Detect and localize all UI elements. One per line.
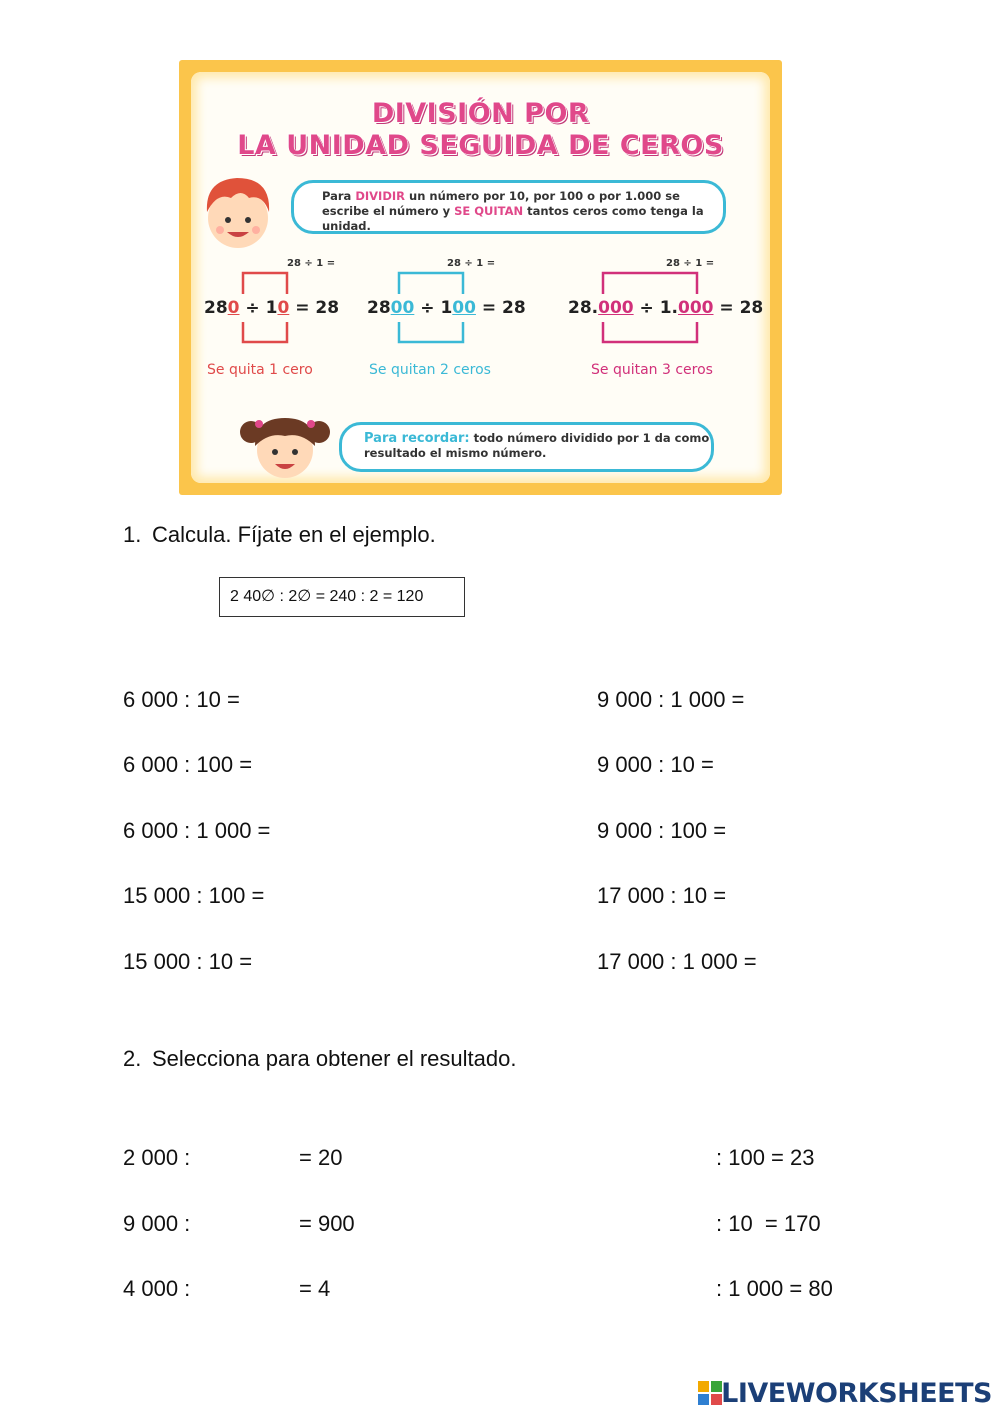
ex2-result: = 20 xyxy=(299,1145,343,1170)
bubble1-text-a: Para xyxy=(322,189,356,203)
poster-panel xyxy=(191,72,770,483)
ex1-right-item: 9 000 : 1 000 = xyxy=(597,687,745,712)
ex2-dividend: 4 000 : xyxy=(123,1276,191,1301)
exercise2-instruction: Selecciona para obtener el resultado. xyxy=(152,1046,517,1071)
example3-caption: Se quitan 3 ceros xyxy=(591,362,713,378)
ex2-right-item: : 1 000 = 80 xyxy=(716,1276,833,1301)
exercise1-instruction: Calcula. Fíjate en el ejemplo. xyxy=(152,522,436,547)
liveworksheets-logo[interactable]: LIVEWORKSHEETS xyxy=(721,1378,992,1409)
bubble1-text-b: un número por 10, por 100 o por 1.000 se escribe el número y xyxy=(322,189,680,218)
example2-equation: 2800 ÷ 100 = 28 xyxy=(367,298,526,318)
worked-example-box: 2 40∅ : 2∅ = 240 : 2 = 120 xyxy=(219,577,465,617)
example2-caption: Se quitan 2 ceros xyxy=(369,362,491,378)
example3-equation: 28.000 ÷ 1.000 = 28 xyxy=(568,298,764,318)
ex1-left-item: 15 000 : 100 = xyxy=(123,883,265,908)
ex2-result: = 900 xyxy=(299,1211,355,1236)
ex1-left-item: 15 000 : 10 = xyxy=(123,949,253,974)
example1-caption: Se quita 1 cero xyxy=(207,362,313,378)
poster-title-line1: DIVISIÓN POR xyxy=(371,98,590,129)
division-poster xyxy=(179,60,782,495)
ex1-right-item: 17 000 : 10 = xyxy=(597,883,727,908)
example2-top: 28 ÷ 1 = xyxy=(447,258,496,269)
bubble1-text-c: tantos ceros como tenga la unidad. xyxy=(322,204,704,233)
remember-text: todo número dividido por 1 da como resultado el mismo número. xyxy=(364,431,710,460)
remember-bubble xyxy=(339,422,714,472)
liveworksheets-logo-icon xyxy=(698,1381,722,1405)
ex2-dividend: 2 000 : xyxy=(123,1145,191,1170)
exercise2-number: 2. xyxy=(123,1046,142,1071)
bubble1-dividir: DIVIDIR xyxy=(355,189,406,203)
example3-top: 28 ÷ 1 = xyxy=(666,258,715,269)
ex1-left-item: 6 000 : 100 = xyxy=(123,752,253,777)
ex2-right-item: : 10 = 170 xyxy=(716,1211,821,1236)
girl-illustration xyxy=(237,406,333,486)
bubble1-se-quitan: SE QUITAN xyxy=(454,204,524,218)
ex2-result: = 4 xyxy=(299,1276,331,1301)
ex2-dividend: 9 000 : xyxy=(123,1211,191,1236)
example1-top: 28 ÷ 1 = xyxy=(287,258,336,269)
poster-title-line2: LA UNIDAD SEGUIDA DE CEROS xyxy=(237,130,724,161)
ex1-left-item: 6 000 : 1 000 = xyxy=(123,818,271,843)
example1-equation: 280 ÷ 10 = 28 xyxy=(204,298,340,318)
ex1-right-item: 9 000 : 10 = xyxy=(597,752,714,777)
ex2-right-item: : 100 = 23 xyxy=(716,1145,815,1170)
ex1-right-item: 17 000 : 1 000 = xyxy=(597,949,757,974)
ex1-left-item: 6 000 : 10 = xyxy=(123,687,240,712)
exercise1-number: 1. xyxy=(123,522,142,547)
remember-label: Para recordar: xyxy=(364,431,470,446)
ex1-right-item: 9 000 : 100 = xyxy=(597,818,727,843)
